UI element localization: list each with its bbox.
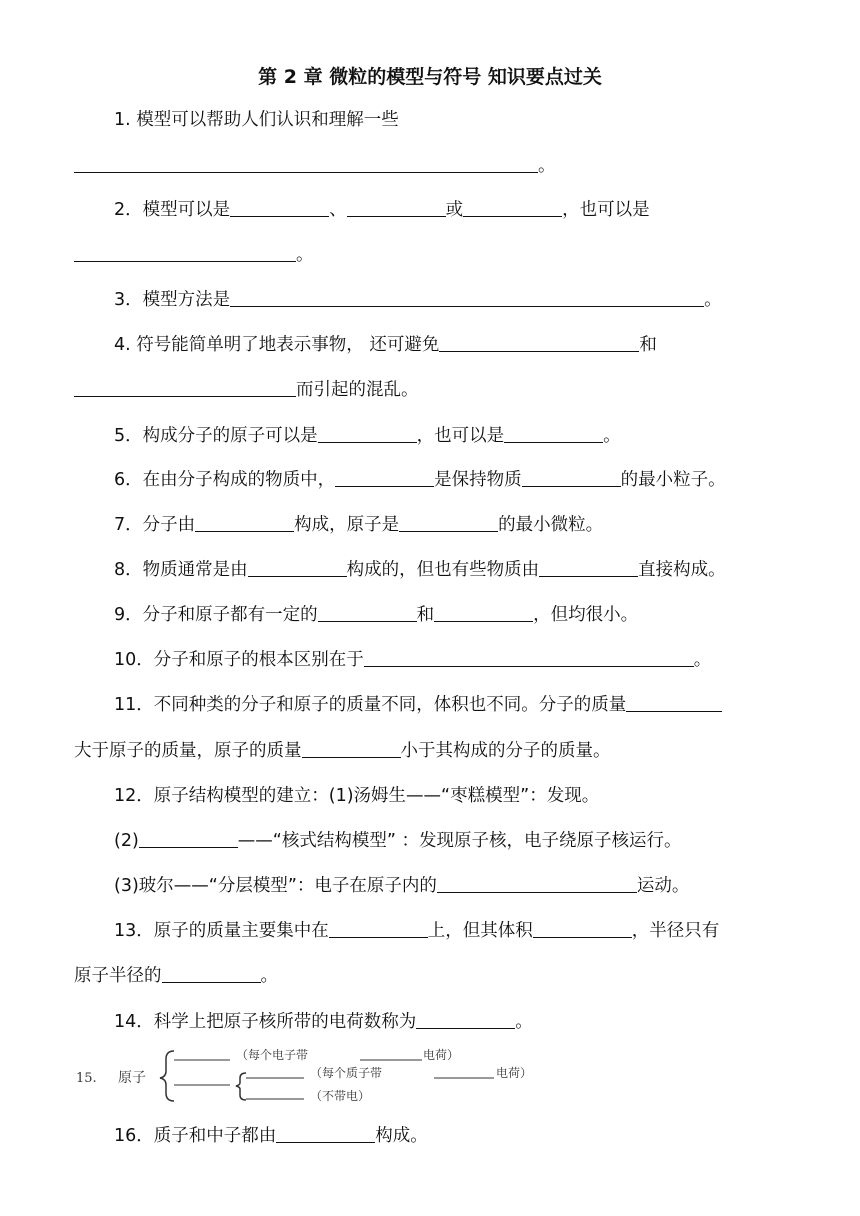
blank[interactable] <box>74 243 296 262</box>
blank[interactable] <box>463 198 562 217</box>
question-14 <box>114 1010 533 1034</box>
question-8 <box>114 558 726 582</box>
q11-text: 大于原子的质量，原子的质量 <box>74 741 302 761</box>
q4-text: 和 <box>639 335 657 355</box>
question-10 <box>114 648 711 672</box>
q13-text: 原子半径的 <box>74 966 162 986</box>
atom-structure-diagram <box>70 1045 630 1107</box>
q12-text: 运动。 <box>636 876 690 896</box>
q1-text: 1. 模型可以帮助人们认识和理解一些 <box>114 110 399 130</box>
blank[interactable] <box>318 603 417 622</box>
electron-label-2: 电荷） <box>423 1048 460 1062</box>
question-4-answer-line <box>74 378 419 402</box>
blank[interactable] <box>248 558 347 577</box>
blank[interactable] <box>329 919 428 938</box>
question-1-answer-line <box>74 154 556 178</box>
blank[interactable] <box>434 603 533 622</box>
blank[interactable] <box>74 378 296 397</box>
blank[interactable] <box>139 829 238 848</box>
blank[interactable] <box>347 198 446 217</box>
question-2 <box>114 198 650 222</box>
question-11 <box>114 693 722 717</box>
q2-text: 、 <box>329 200 347 220</box>
outer-brace <box>160 1051 174 1101</box>
electron-label-1: （每个电子带 <box>236 1048 309 1062</box>
q10-end: 。 <box>693 650 712 670</box>
question-12-part-3 <box>114 874 689 898</box>
q10-text: 10．分子和原子的根本区别在于 <box>114 650 364 670</box>
q15-number: 15. <box>76 1071 97 1086</box>
q12-text: (3)玻尔——“分层模型”：电子在原子内的 <box>114 876 437 896</box>
q2-text: 2．模型可以是 <box>114 200 231 220</box>
q6-end: 的最小粒子。 <box>620 470 726 490</box>
q8-text: 8．物质通常是由 <box>114 560 248 580</box>
q6-text: 是保持物质 <box>434 470 522 490</box>
blank[interactable] <box>626 693 722 712</box>
q2-text: ，也可以是 <box>562 200 650 220</box>
blank[interactable] <box>533 919 632 938</box>
q12-text: (2) <box>114 831 139 851</box>
q13-text: ，半径只有 <box>631 921 720 941</box>
proton-label-2: 电荷） <box>496 1066 533 1080</box>
q16-text: 16．质子和中子都由 <box>114 1126 277 1146</box>
blank[interactable] <box>504 424 603 443</box>
question-4 <box>114 333 657 357</box>
q4-end: 而引起的混乱。 <box>296 380 419 400</box>
question-1 <box>114 108 399 132</box>
blank[interactable] <box>522 468 621 487</box>
blank[interactable] <box>276 1124 375 1143</box>
blank[interactable] <box>302 739 401 758</box>
blank[interactable] <box>162 964 261 983</box>
question-6 <box>114 468 726 492</box>
question-9 <box>114 603 638 627</box>
q14-text: 14．科学上把原子核所带的电荷数称为 <box>114 1012 417 1032</box>
blank[interactable] <box>399 513 498 532</box>
question-16 <box>114 1124 428 1148</box>
blank[interactable] <box>74 154 538 173</box>
blank[interactable] <box>437 874 637 893</box>
question-12 <box>114 784 599 808</box>
question-5 <box>114 424 621 448</box>
q13-text: 13．原子的质量主要集中在 <box>114 921 329 941</box>
proton-label-1: （每个质子带 <box>310 1066 383 1080</box>
q3-text: 3．模型方法是 <box>114 290 231 310</box>
q8-end: 直接构成。 <box>638 560 726 580</box>
blank[interactable] <box>539 558 638 577</box>
question-2-answer-line <box>74 243 314 267</box>
q11-text: 11．不同种类的分子和原子的质量不同，体积也不同。分子的质量 <box>114 695 627 715</box>
q15-atom-label: 原子 <box>118 1070 146 1086</box>
q7-text: 构成，原子是 <box>294 515 400 535</box>
blank[interactable] <box>416 1010 515 1029</box>
question-7 <box>114 513 603 537</box>
q8-text: 构成的，但也有些物质由 <box>346 560 540 580</box>
q12-text: ——“核式结构模型” ：发现原子核，电子绕原子核运行。 <box>237 831 682 851</box>
blank[interactable] <box>230 198 329 217</box>
inner-brace <box>236 1073 246 1100</box>
q6-text: 6．在由分子构成的物质中， <box>114 470 336 490</box>
q12-text: 12．原子结构模型的建立：(1)汤姆生——“枣糕模型”：发现。 <box>114 786 600 806</box>
q7-text: 7．分子由 <box>114 515 196 535</box>
question-12-part-2 <box>114 829 682 853</box>
q2-text: 或 <box>445 200 464 220</box>
q14-end: 。 <box>515 1012 533 1032</box>
q9-text: 9．分子和原子都有一定的 <box>114 605 318 625</box>
q13-end: 。 <box>260 966 278 986</box>
q16-end: 构成。 <box>375 1126 428 1146</box>
q9-text: 和 <box>416 605 435 625</box>
blank[interactable] <box>230 288 704 307</box>
blank[interactable] <box>195 513 294 532</box>
blank[interactable] <box>439 333 639 352</box>
q1-end: 。 <box>538 156 556 176</box>
question-3 <box>114 288 722 312</box>
q3-end: 。 <box>704 290 722 310</box>
q5-end: 。 <box>603 426 621 446</box>
q5-text: 5．构成分子的原子可以是 <box>114 426 318 446</box>
blank[interactable] <box>335 468 434 487</box>
q9-end: ，但均很小。 <box>533 605 639 625</box>
question-13-continued <box>74 964 278 988</box>
q2-end: 。 <box>296 245 314 265</box>
blank[interactable] <box>318 424 417 443</box>
blank[interactable] <box>364 648 694 667</box>
neutron-label: （不带电） <box>310 1089 371 1103</box>
q5-text: ，也可以是 <box>416 426 505 446</box>
q13-text: 上，但其体积 <box>427 921 533 941</box>
question-11-continued <box>74 739 611 763</box>
question-13 <box>114 919 719 943</box>
page-title: 第 2 章 微粒的模型与符号 知识要点过关 <box>258 66 602 88</box>
q11-end: 小于其构成的分子的质量。 <box>400 741 611 761</box>
q4-text: 4. 符号能简单明了地表示事物， 还可避免 <box>114 335 440 355</box>
q7-end: 的最小微粒。 <box>498 515 604 535</box>
